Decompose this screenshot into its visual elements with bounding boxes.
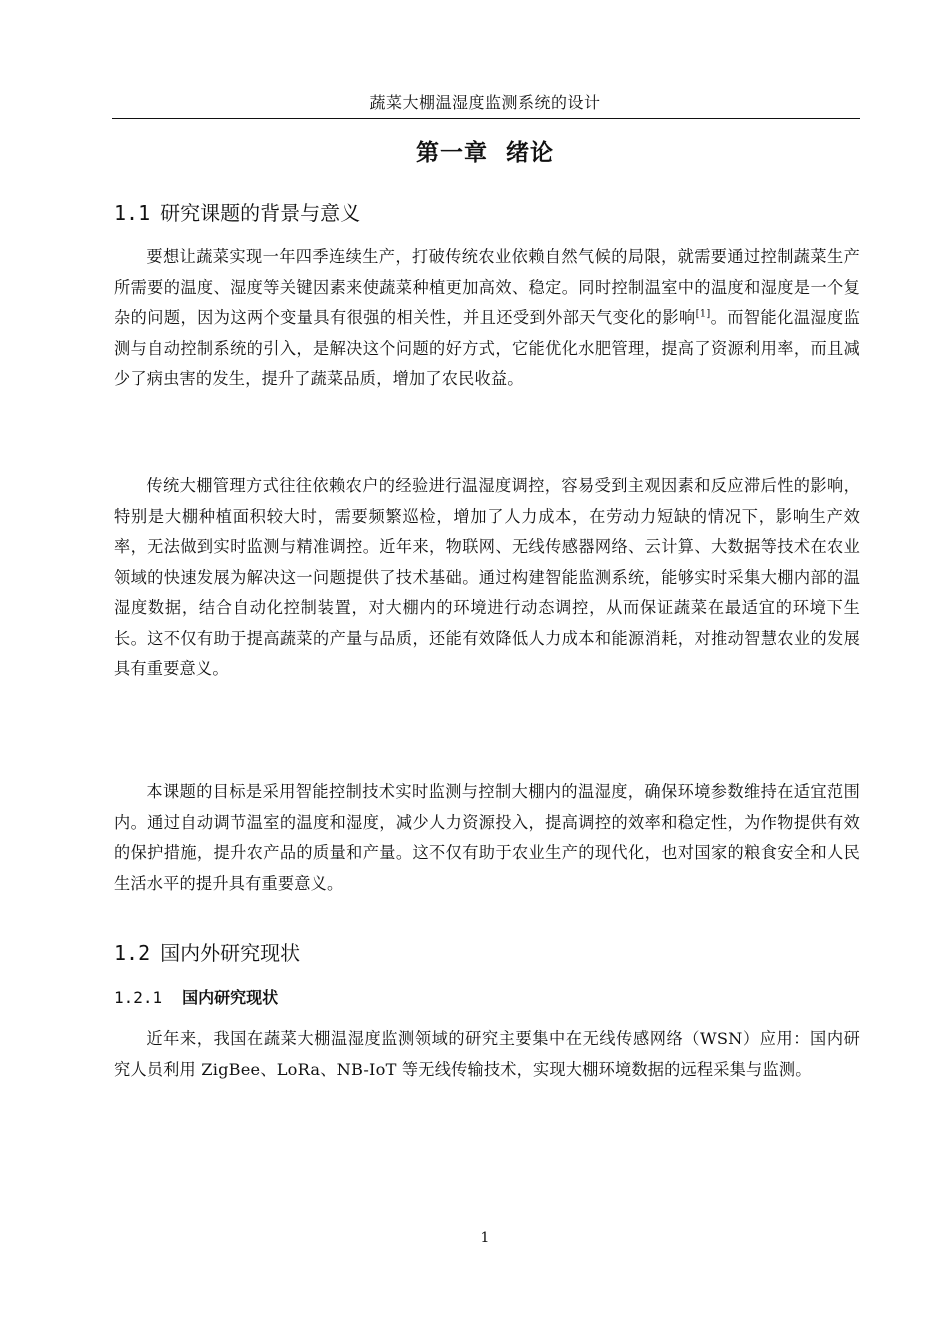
paragraph-text: 要想让蔬菜实现一年四季连续生产，打破传统农业依赖自然气候的局限，就需要通过控制蔬菜生产所需要的温度、湿度等关键因素来使蔬菜种植更加高效、稳定。同时控制温室中的温度和湿度是一个复杂的问题，因为这两个变量具有很强的相关性，并且还受到外部天气变化的影响: [114, 247, 860, 327]
paragraph-text-continued: 。而智能化温湿度监测与自动控制系统的引入，是解决这个问题的好方式，它能优化水肥管理，提高了资源利用率，而且减少了病虫害的发生，提升了蔬菜品质，增加了农民收益。: [114, 308, 860, 388]
section-heading-1-2: [114, 938, 300, 968]
paragraph-background-1: [114, 242, 860, 395]
citation-ref: [1]: [695, 308, 711, 320]
running-header: 蔬菜大棚温湿度监测系统的设计: [369, 93, 601, 112]
subsection-title: 国内研究现状: [182, 988, 279, 1007]
page-number: 1: [480, 1230, 490, 1246]
paragraph-background-2: 传统大棚管理方式往往依赖农户的经验进行温湿度调控，容易受到主观因素和反应滞后性的影响，特别是大棚种植面积较大时，需要频繁巡检，增加了人力成本，在劳动力短缺的情况下，影响生产效率，无法做到实时监测与精准调控。近年来，物联网、无线传感器网络、云计算、大数据等技术在农业领域的快速发展为解决这一问题提供了技术基础。通过构建智能监测系统，能够实时采集大棚内部的温湿度数据，结合自动化控制装置，对大棚内的环境进行动态调控，从而保证蔬菜在最适宜的环境下生长。这不仅有助于提高蔬菜的产量与品质，还能有效降低人力成本和能源消耗，对推动智慧农业的发展具有重要意义。: [114, 476, 860, 678]
subsection-heading-1-2-1: [114, 985, 278, 1011]
subsection-number: 1.2.1: [114, 988, 163, 1007]
section-heading-1-1: [114, 198, 360, 228]
paragraph-domestic-research: 近年来，我国在蔬菜大棚温湿度监测领域的研究主要集中在无线传感网络（WSN）应用：国内研究人员利用 ZigBee、LoRa、NB-IoT 等无线传输技术，实现大棚环境数据的远程采集与监测。: [114, 1029, 860, 1079]
chapter-title: 第一章 绪论: [415, 140, 554, 166]
section-title: 研究课题的背景与意义: [160, 201, 361, 225]
paragraph-background-3: 本课题的目标是采用智能控制技术实时监测与控制大棚内的温湿度，确保环境参数维持在适宜范围内。通过自动调节温室的温度和湿度，减少人力资源投入，提高调控的效率和稳定性，为作物提供有效的保护措施，提升农产品的质量和产量。这不仅有助于农业生产的现代化，也对国家的粮食安全和人民生活水平的提升具有重要意义。: [114, 782, 860, 893]
section-title: 国内外研究现状: [160, 941, 301, 965]
section-number: 1.1: [114, 201, 151, 225]
header-divider: [112, 118, 860, 119]
section-number: 1.2: [114, 941, 151, 965]
